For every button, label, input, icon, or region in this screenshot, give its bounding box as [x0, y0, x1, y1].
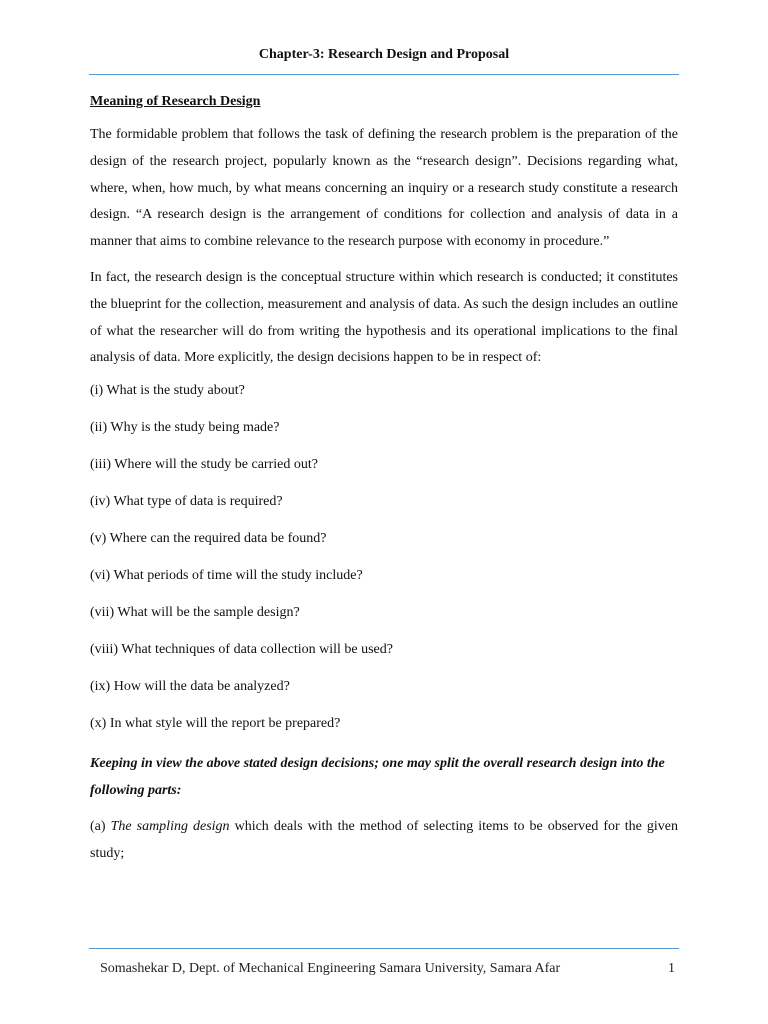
list-item: (viii) What techniques of data collection will be used? [90, 642, 393, 658]
part-a-term: The sampling design [110, 818, 230, 834]
list-item: (v) Where can the required data be found? [90, 531, 327, 547]
list-item: (x) In what style will the report be prepared? [90, 716, 341, 732]
list-item: (ix) How will the data be analyzed? [90, 679, 290, 695]
list-item: (vii) What will be the sample design? [90, 605, 300, 621]
paragraph: The formidable problem that follows the task of defining the research problem is the preparation of the design of the research project, popularly known as the “research design”. Decisions regarding what, where, when, how much, by what means concerning an inquiry or a research study constitute a research design. “A research design is the arrangement of conditions for collection and analysis of data in a manner that aims to combine relevance to the research purpose with economy in procedure.” [90, 127, 678, 250]
chapter-title: Chapter-3: Research Design and Proposal [258, 47, 510, 62]
page-content [90, 92, 678, 876]
paragraph: In fact, the research design is the conceptual structure within which research is conducted; it constitutes the blueprint for the collection, measurement and analysis of data. As such the design includes an outline of what the researcher will do from writing the hypothesis and its operational implications to the final analysis of data. More explicitly, the design decisions happen to be in respect of: [90, 269, 678, 366]
list-item: (iii) Where will the study be carried out? [90, 457, 318, 473]
list-item: (iv) What type of data is required? [90, 494, 283, 510]
lead-in-statement: Keeping in view the above stated design decisions; one may split the overall research design into the following parts: [90, 756, 665, 798]
header-rule [89, 74, 679, 75]
question-list [90, 381, 678, 734]
footer-rule [89, 948, 679, 949]
page-number: 1 [668, 961, 675, 976]
section-heading: Meaning of Research Design [90, 94, 261, 109]
list-item: (i) What is the study about? [90, 383, 245, 399]
part-a-text: which deals with the method of selecting items to be observed for the given study; [90, 818, 678, 861]
list-item: (ii) Why is the study being made? [90, 420, 280, 436]
part-a-prefix: (a) [90, 818, 111, 834]
footer-author: Somashekar D, Dept. of Mechanical Engineering Samara University, Samara Afar [100, 961, 561, 976]
list-item: (vi) What periods of time will the study include? [90, 568, 363, 584]
part-a-paragraph [90, 814, 678, 868]
